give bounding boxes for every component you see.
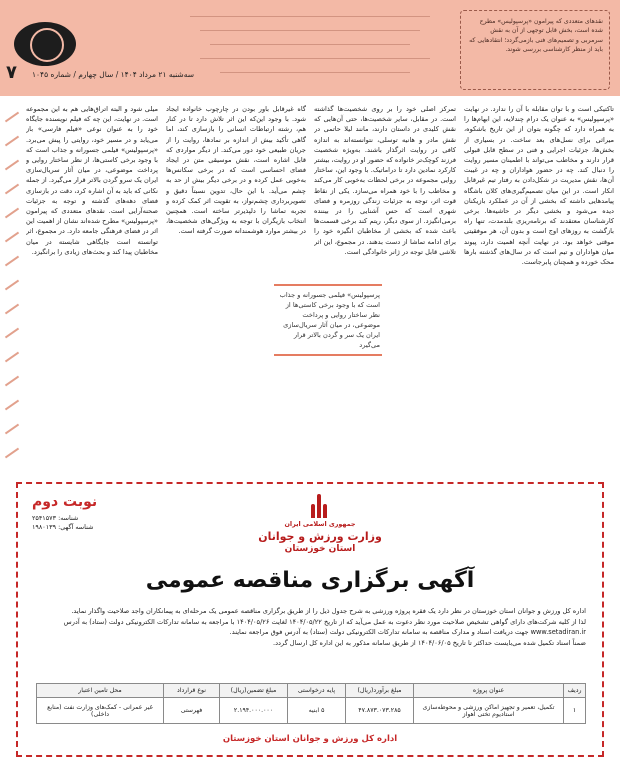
- org-header: جمهوری اسلامی ایران: [284, 520, 356, 528]
- table-cell: ۵ ابنیه: [288, 698, 346, 724]
- table-header-row: [37, 684, 586, 698]
- pull-quote: پرسپولیس» فیلمی جسورانه و جذاب است که با وجود برخی کاستی‌ها از نظر ساختار روایی و پرداخت موضوعی، در میان آثار سریال‌سازی ایران یک سر و گردن بالاتر قرار می‌گیرد: [274, 284, 382, 356]
- ad-footer: اداره کل ورزش و جوانان استان خوزستان: [222, 734, 398, 744]
- table-header-cell: مبلغ برآورد(ریال): [346, 684, 414, 698]
- table-cell: ۲.۱۹۴.۰۰۰.۰۰۰: [220, 698, 288, 724]
- ad-id-block: [32, 514, 93, 532]
- article-body: [26, 104, 614, 474]
- table-header-cell: پایه درخواستی: [288, 684, 346, 698]
- header-quote: نقدهای متعددی که پیرامون «پرسپولیس» مطرح شده است، بخش قابل توجهی از آن به نقش سرمربی و تصمیم‌های فنی بازمی‌گردد؛ انتقادهایی که باید از منظر کارشناسی بررسی شوند.: [460, 10, 610, 90]
- table-header-cell: عنوان پروژه: [414, 684, 564, 698]
- table-row: [37, 698, 586, 724]
- newspaper-logo-icon: [14, 22, 76, 66]
- header-decoration: [180, 6, 450, 92]
- ad-id-line: شناسه آگهی: ۱۹۸۰۱۳۹: [32, 523, 94, 531]
- table-cell: غیر عمرانی - کمک‌های وزارت نفت (منابع داخلی): [37, 698, 164, 724]
- article-column-2: تمرکز اصلی خود را بر روی شخصیت‌ها گذاشته است. در مقابل، سایر شخصیت‌ها، حتی آن‌هایی که نقش کلیدی در داستان دارند، مانند لیلا حاتمی در نقش مادر و هانیه توسلی، نتوانسته‌اند به اندازه کافی در روایت اثرگذار باشند. به‌ویژه شخصیت فرزند کوچک‌تر خانواده که حضور او در روایت، بیشتر کارکرد نمادین دارد تا دراماتیک. با وجود این، ساختار روایی مجموعه در برخی لحظات به‌خوبی کار می‌کند و مخاطب را با خود همراه می‌سازد. یکی از نقاط قوت اثر، توجه به جزئیات زندگی روزمره و فضای شهری است که حس آشنایی را در بیننده برمی‌انگیزد. از سوی دیگر، ریتم کند برخی قسمت‌ها باعث شده که بخشی از مخاطبان انگیزه خود را برای ادامه تماشا از دست بدهند. در مجموع، این اثر تلاشی قابل توجه در ژانر خانوادگی است.: [314, 105, 456, 256]
- side-decoration: [0, 96, 24, 476]
- ad-paragraph: ضمناً اسناد تکمیل شده می‌بایست حداکثر تا تاریخ ۱۴۰۴/۰۶/۰۵ از طریق سامانه مذکور به این اداره کل ارسال گردد.: [272, 638, 586, 647]
- article-column-4: میلی شود و البته اتراق‌هایی هم به این مجموعه است. در نهایت، این چه که فیلم نویسنده جایگاه خود را به عنوان نوعی «فیلم فارسی» باز می‌یابد و در مسیر خود، روایتی را پیش می‌برد. «پرسپولیس» فیلمی جسورانه و جذاب است که با وجود برخی کاستی‌ها، از نظر ساختار روایی و پرداخت موضوعی، در میان آثار سریال‌سازی ایران یک سرو گردن بالاتر قرار می‌گیرد. از جمله نکاتی که باید به آن اشاره کرد، دقت در بازسازی فضای دهه‌های گذشته و توجه به جزئیات صحنه‌آرایی است. نقدهای متعددی که پیرامون «پرسپولیس» مطرح شده‌اند نشان از اهمیت این اثر در فضای فرهنگی جامعه دارد. در مجموع، اثر توانسته است جایگاهی شایسته در میان مخاطبان پیدا کند و بحث‌های زیادی را برانگیزد.: [26, 105, 158, 256]
- table-header-cell: نوع قرارداد: [164, 684, 220, 698]
- ad-title: آگهی برگزاری مناقصه عمومی: [145, 568, 475, 593]
- table-header-cell: ردیف: [564, 684, 586, 698]
- article-column-3: گاه غیرقابل باور بودن در چارچوب خانواده ایجاد شود. با وجود این‌که این اثر تلاش دارد تا در کنار هم، رشته ارتباطات انسانی را بازسازی کند، اما گاهی تأکید بیش از اندازه بر نمادها، روایت را از جریان طبیعی خود دور می‌کند. از دیگر مواردی که قابل اشاره است، نقش موسیقی متن در ایجاد فضای احساسی است که در برخی سکانس‌ها به‌خوبی عمل کرده و در برخی دیگر بیش از حد به چشم می‌آید. با این حال، تدوین نسبتاً دقیق و تصویربرداری چشم‌نواز، به تقویت اثر کمک کرده و تجربه تماشا را دلپذیرتر ساخته است. همچنین انتخاب بازیگران با توجه به ویژگی‌های شخصیت‌ها، در بیشتر موارد هوشمندانه صورت گرفته است.: [166, 105, 306, 236]
- ad-body: [36, 606, 586, 648]
- page-header: [0, 0, 620, 96]
- org-name: وزارت ورزش و جوانان: [258, 530, 382, 543]
- tender-advertisement: [16, 482, 604, 757]
- org-province: استان خوزستان: [284, 544, 356, 554]
- ad-paragraph: اداره کل ورزش و جوانان استان خوزستان در نظر دارد یک فقره پروژه ورزشی به شرح جدول ذیل را از طریق برگزاری مناقصه عمومی یک مرحله‌ای به پیمانکاران واجد صلاحیت واگذار نماید.: [71, 607, 586, 615]
- iran-emblem-icon: [308, 492, 330, 518]
- table-cell: تکمیل، تعمیر و تجهیز اماکن ورزشی و محوطه‌سازی استادیوم تختی اهواز: [414, 698, 564, 724]
- issue-line: سه‌شنبه ۲۱ مرداد ۱۴۰۴ / سال چهارم / شماره ۱۰۴۵: [32, 70, 195, 79]
- tender-table: [36, 683, 586, 724]
- ad-id-line: شناسه: ۲۵۴۱۵۷۳: [32, 514, 79, 522]
- article-column-1: تاکتیکی است و با توان مقابله با آن را ندارد. در نهایت «پرسپولیس» به عنوان یک درام چندلایه، این ابهام‌ها را به همراه دارد که چگونه بتوان از این تاریخ باشکوه، میراثی برای نسل‌های بعد ساخت. در بسیاری از بخش‌ها، جزئیات اجرایی و فنی در سطح قابل قبولی قرار دارند و مخاطب می‌تواند با اطمینان مسیر روایت را دنبال کند. چه در حضور هواداران و چه در غیبت آن‌ها، نقش مدیریت در شکل‌دادن به رفتار تیم غیرقابل انکار است. در این میان تصمیم‌گیری‌های کلان باشگاه پیامدهایی داشته که بخشی از آن در عملکرد بازیکنان دیده می‌شود و بخشی دیگر در حاشیه‌ها. برخی کارشناسان معتقدند که برنامه‌ریزی بلندمدت، تنها راه بازگشت به روزهای اوج است و بدون آن، هر موفقیتی موقتی خواهد بود. در نهایت آنچه اهمیت دارد، پیوند میان هواداران و تیم است که در سال‌های گذشته بارها محک خورده و همچنان پابرجاست.: [464, 105, 614, 267]
- table-cell: ۱: [564, 698, 586, 724]
- table-cell: فهرستی: [164, 698, 220, 724]
- ad-turn-label: نوبت دوم: [32, 494, 98, 510]
- table-header-cell: مبلغ تضمین(ریال): [220, 684, 288, 698]
- page-number: ۷: [6, 62, 17, 83]
- table-cell: ۴۷.۸۷۳.۰۷۳.۲۸۵: [346, 698, 414, 724]
- ad-paragraph: لذا از کلیه شرکت‌های دارای گواهی تشخیص صلاحیت مورد نظر دعوت به عمل می‌آید که از تاریخ ۱۴۰۴/۰۵/۲۲ لغایت ۱۴۰۴/۰۵/۲۶ با مراجعه به سامانه تدارکات الکترونیکی دولت (ستاد) به آدرس www.setadiran.ir جهت دریافت اسناد و مدارک مناقصه به سامانه تدارکات الکترونیکی دولت (ستاد) به آدرس فوق مراجعه نمایند.: [63, 617, 586, 636]
- table-header-cell: محل تامین اعتبار: [37, 684, 164, 698]
